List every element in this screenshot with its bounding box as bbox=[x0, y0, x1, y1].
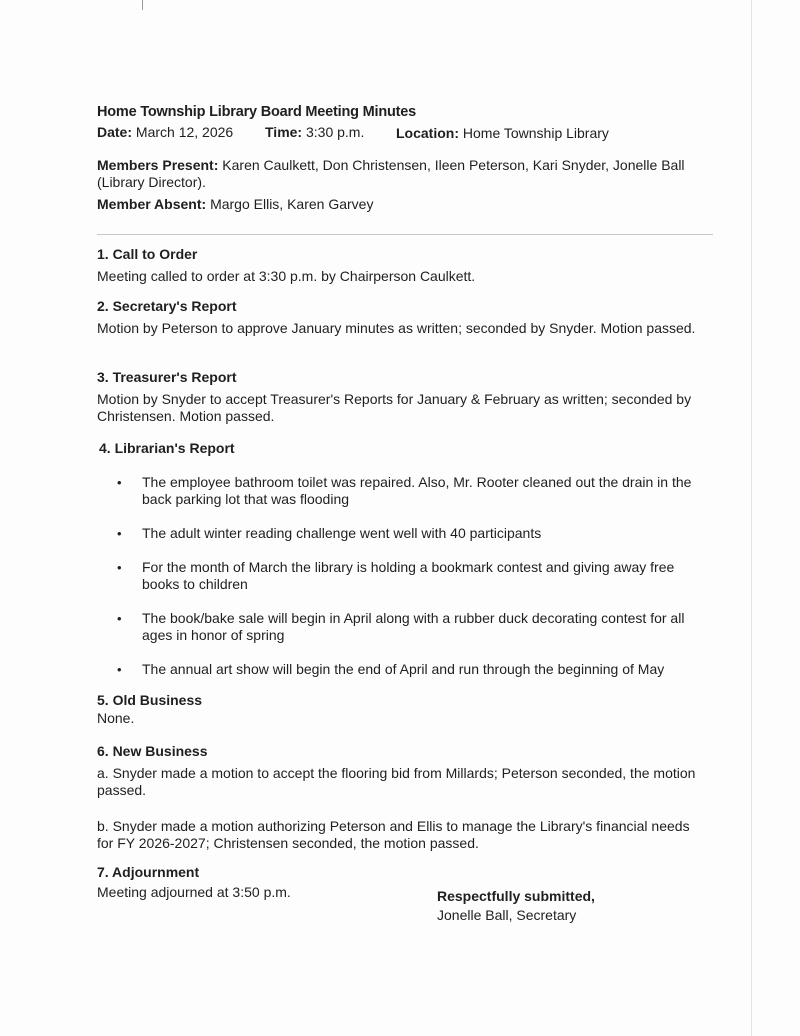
members-present-label: Members Present: bbox=[97, 157, 219, 173]
members-absent bbox=[97, 196, 373, 213]
time-label: Time: bbox=[265, 124, 303, 140]
list-item: • The employee bathroom toilet was repaired. Also, Mr. Rooter cleaned out the drain in the back parking lot that was flooding bbox=[117, 474, 692, 507]
members-present-value: Karen Caulkett, Don Christensen, Ileen Peterson, Kari Snyder, Jonelle Ball (Library Director). bbox=[97, 157, 685, 190]
section-body-old-business: None. bbox=[97, 710, 135, 726]
location-label: Location: bbox=[396, 125, 459, 141]
list-item: • For the month of March the library is holding a bookmark contest and giving away free books to children bbox=[117, 559, 675, 592]
section-body-adjournment: Meeting adjourned at 3:50 p.m. bbox=[97, 884, 291, 900]
time-info bbox=[265, 124, 364, 141]
date-value: March 12, 2026 bbox=[135, 124, 234, 140]
date-label: Date: bbox=[97, 124, 133, 140]
list-item: • The adult winter reading challenge went well with 40 participants bbox=[117, 525, 542, 541]
meeting-info-line bbox=[97, 124, 233, 141]
librarian-report-list bbox=[117, 474, 707, 678]
location-info bbox=[396, 125, 609, 142]
section-heading-old-business: 5. Old Business bbox=[97, 692, 203, 708]
signature-closing: Respectfully submitted, bbox=[437, 888, 595, 904]
section-heading-call-to-order: 1. Call to Order bbox=[97, 246, 198, 262]
section-body-treasurer: Motion by Snyder to accept Treasurer's Reports for January & February as written; seconded by Christensen. Motion passed. bbox=[97, 391, 692, 424]
signature-name: Jonelle Ball, Secretary bbox=[437, 907, 577, 923]
time-value: 3:30 p.m. bbox=[305, 124, 365, 140]
members-absent-value: Margo Ellis, Karen Garvey bbox=[210, 196, 374, 212]
section-body-call-to-order: Meeting called to order at 3:30 p.m. by Chairperson Caulkett. bbox=[97, 268, 476, 284]
section-heading-new-business: 6. New Business bbox=[97, 743, 208, 759]
section-heading-secretary: 2. Secretary's Report bbox=[97, 298, 237, 314]
page-edge bbox=[751, 0, 752, 1036]
members-absent-label: Member Absent: bbox=[97, 196, 207, 212]
document-title: Home Township Library Board Meeting Minutes bbox=[97, 104, 417, 120]
divider-line bbox=[97, 234, 713, 235]
signature-block bbox=[437, 887, 595, 925]
new-business-item-a: a. Snyder made a motion to accept the flooring bid from Millards; Peterson seconded, the motion passed. bbox=[97, 765, 696, 798]
list-item: • The book/bake sale will begin in April along with a rubber duck decorating contest for all ages in honor of spring bbox=[117, 610, 685, 643]
new-business-item-b: b. Snyder made a motion authorizing Peterson and Ellis to manage the Library's financial needs for FY 2026-2027; Christensen seconded, the motion passed. bbox=[97, 818, 690, 851]
section-heading-treasurer: 3. Treasurer's Report bbox=[97, 369, 237, 385]
scan-mark bbox=[142, 0, 143, 10]
section-heading-librarian: 4. Librarian's Report bbox=[99, 440, 235, 456]
section-body-secretary: Motion by Peterson to approve January minutes as written; seconded by Snyder. Motion passed. bbox=[97, 320, 696, 336]
members-present bbox=[97, 157, 707, 191]
section-heading-adjournment: 7. Adjournment bbox=[97, 864, 200, 880]
location-value: Home Township Library bbox=[462, 125, 609, 141]
list-item: • The annual art show will begin the end of April and run through the beginning of May bbox=[117, 661, 665, 677]
